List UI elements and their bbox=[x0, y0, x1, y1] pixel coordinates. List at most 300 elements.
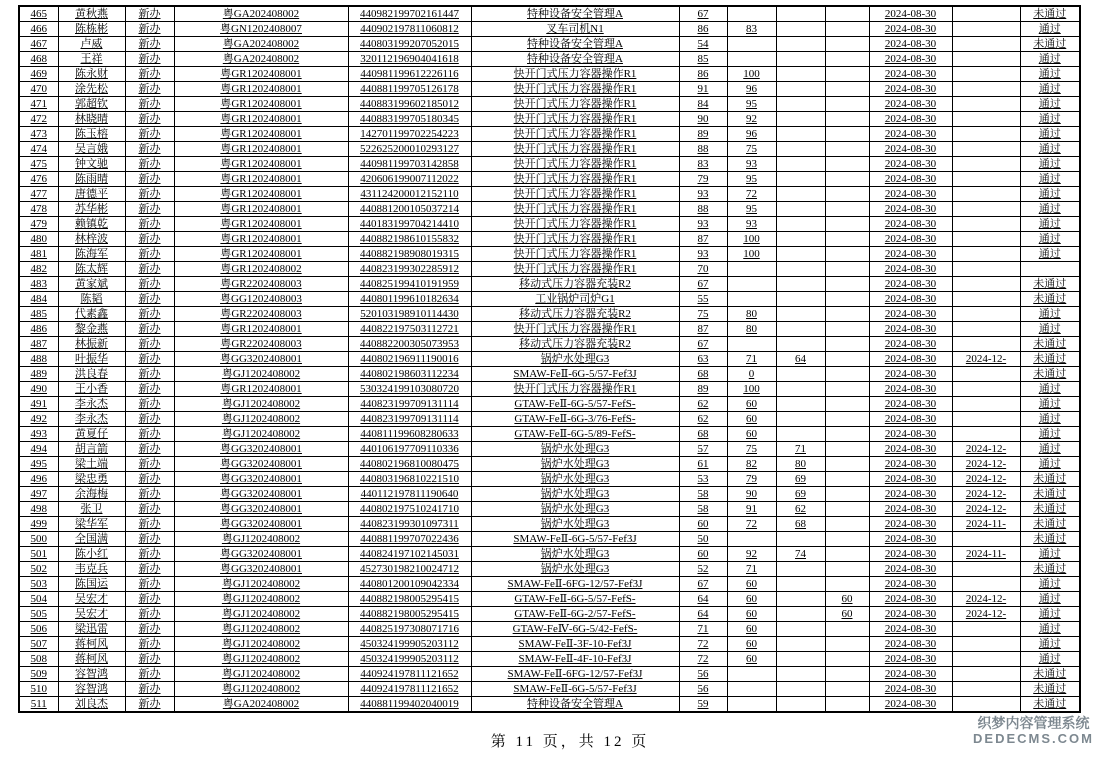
table-row bbox=[19, 502, 1080, 517]
cell-score4 bbox=[825, 142, 869, 157]
cell-exam_date: 2024-08-30 bbox=[869, 562, 952, 577]
cell-score3 bbox=[776, 112, 825, 127]
cell-score3 bbox=[776, 67, 825, 82]
cell-seq: 502 bbox=[19, 562, 58, 577]
cell-cert_code: 粤GR1202408001 bbox=[174, 187, 348, 202]
cell-cert_code: 粤GG3202408001 bbox=[174, 457, 348, 472]
cell-retest_date bbox=[952, 622, 1020, 637]
table-row bbox=[19, 622, 1080, 637]
cell-result: 通过 bbox=[1020, 652, 1080, 667]
cell-score2 bbox=[727, 667, 776, 682]
cell-score1: 60 bbox=[679, 517, 727, 532]
cell-exam_date: 2024-08-30 bbox=[869, 397, 952, 412]
cell-result: 未通过 bbox=[1020, 682, 1080, 697]
cell-subject: 特种设备安全管理A bbox=[471, 52, 679, 67]
cell-cert_code: 粤GR1202408002 bbox=[174, 262, 348, 277]
cell-retest_date bbox=[952, 637, 1020, 652]
cell-score4 bbox=[825, 67, 869, 82]
cell-result: 通过 bbox=[1020, 577, 1080, 592]
cell-name: 陈小红 bbox=[58, 547, 125, 562]
cell-seq: 472 bbox=[19, 112, 58, 127]
cell-id_number: 320112196904041618 bbox=[348, 52, 471, 67]
cell-score3: 80 bbox=[776, 457, 825, 472]
cell-cert_code: 粤GG3202408001 bbox=[174, 517, 348, 532]
cell-subject: 特种设备安全管理A bbox=[471, 697, 679, 713]
cell-subject: GTAW-FeⅡ-6G-5/89-FefS- bbox=[471, 427, 679, 442]
watermark-text-en: DEDECMS.COM bbox=[973, 731, 1094, 746]
cell-result: 通过 bbox=[1020, 142, 1080, 157]
cell-result: 通过 bbox=[1020, 217, 1080, 232]
cell-cert_code: 粤GR1202408001 bbox=[174, 247, 348, 262]
cell-score3 bbox=[776, 247, 825, 262]
cell-retest_date: 2024-12- bbox=[952, 442, 1020, 457]
cell-id_number: 440981199612226116 bbox=[348, 67, 471, 82]
table-row bbox=[19, 157, 1080, 172]
cell-apply_type: 新办 bbox=[125, 697, 174, 713]
cell-score1: 59 bbox=[679, 697, 727, 713]
cell-score4 bbox=[825, 37, 869, 52]
table-row bbox=[19, 217, 1080, 232]
cell-id_number: 440882198610155832 bbox=[348, 232, 471, 247]
cell-result: 未通过 bbox=[1020, 37, 1080, 52]
cell-apply_type: 新办 bbox=[125, 457, 174, 472]
cell-seq: 503 bbox=[19, 577, 58, 592]
cell-exam_date: 2024-08-30 bbox=[869, 52, 952, 67]
cell-score3 bbox=[776, 277, 825, 292]
exam-results-table bbox=[18, 5, 1081, 713]
cell-score2: 80 bbox=[727, 307, 776, 322]
cell-apply_type: 新办 bbox=[125, 187, 174, 202]
cell-name: 黄家斌 bbox=[58, 277, 125, 292]
cell-id_number: 530324199103080720 bbox=[348, 382, 471, 397]
cell-exam_date: 2024-08-30 bbox=[869, 532, 952, 547]
cell-score4: 60 bbox=[825, 592, 869, 607]
cell-cert_code: 粤GR1202408001 bbox=[174, 382, 348, 397]
cell-subject: 移动式压力容器充装R2 bbox=[471, 307, 679, 322]
cell-name: 涂先松 bbox=[58, 82, 125, 97]
cell-id_number: 440825199410191959 bbox=[348, 277, 471, 292]
cell-apply_type: 新办 bbox=[125, 517, 174, 532]
cell-name: 陈雨晴 bbox=[58, 172, 125, 187]
cell-id_number: 440882198005295415 bbox=[348, 592, 471, 607]
cell-exam_date: 2024-08-30 bbox=[869, 682, 952, 697]
cell-score2: 92 bbox=[727, 112, 776, 127]
cell-cert_code: 粤GR1202408001 bbox=[174, 142, 348, 157]
cell-score1: 87 bbox=[679, 232, 727, 247]
table-row bbox=[19, 427, 1080, 442]
cell-score2: 93 bbox=[727, 157, 776, 172]
cell-retest_date bbox=[952, 6, 1020, 22]
cell-retest_date bbox=[952, 307, 1020, 322]
cell-score3: 69 bbox=[776, 472, 825, 487]
cell-exam_date: 2024-08-30 bbox=[869, 172, 952, 187]
cell-cert_code: 粤GR1202408001 bbox=[174, 82, 348, 97]
cell-apply_type: 新办 bbox=[125, 427, 174, 442]
cell-exam_date: 2024-08-30 bbox=[869, 202, 952, 217]
cell-exam_date: 2024-08-30 bbox=[869, 367, 952, 382]
cell-exam_date: 2024-08-30 bbox=[869, 442, 952, 457]
cell-subject: SMAW-FeⅡ-6G-5/57-Fef3J bbox=[471, 682, 679, 697]
cell-apply_type: 新办 bbox=[125, 112, 174, 127]
cell-score4 bbox=[825, 217, 869, 232]
cell-score1: 84 bbox=[679, 97, 727, 112]
cell-retest_date: 2024-11- bbox=[952, 517, 1020, 532]
cell-subject: 锅炉水处理G3 bbox=[471, 502, 679, 517]
cell-id_number: 440811199608280633 bbox=[348, 427, 471, 442]
cell-score2: 95 bbox=[727, 172, 776, 187]
cell-score2: 83 bbox=[727, 22, 776, 37]
cell-score4 bbox=[825, 472, 869, 487]
cell-apply_type: 新办 bbox=[125, 172, 174, 187]
cell-seq: 494 bbox=[19, 442, 58, 457]
cell-name: 唐德平 bbox=[58, 187, 125, 202]
cell-score4 bbox=[825, 532, 869, 547]
cell-retest_date bbox=[952, 112, 1020, 127]
cell-exam_date: 2024-08-30 bbox=[869, 667, 952, 682]
cell-cert_code: 粤GA202408002 bbox=[174, 697, 348, 713]
cell-name: 全国满 bbox=[58, 532, 125, 547]
cell-cert_code: 粤GR1202408001 bbox=[174, 67, 348, 82]
cell-seq: 479 bbox=[19, 217, 58, 232]
cell-score1: 53 bbox=[679, 472, 727, 487]
cell-score3 bbox=[776, 52, 825, 67]
cell-score4 bbox=[825, 127, 869, 142]
cell-cert_code: 粤GJ1202408002 bbox=[174, 367, 348, 382]
cell-score1: 50 bbox=[679, 532, 727, 547]
cell-seq: 506 bbox=[19, 622, 58, 637]
cell-cert_code: 粤GR1202408001 bbox=[174, 157, 348, 172]
cell-apply_type: 新办 bbox=[125, 592, 174, 607]
cell-id_number: 440881199705126178 bbox=[348, 82, 471, 97]
cell-result: 未通过 bbox=[1020, 292, 1080, 307]
table-row bbox=[19, 667, 1080, 682]
cell-result: 通过 bbox=[1020, 592, 1080, 607]
cell-result: 通过 bbox=[1020, 442, 1080, 457]
cell-cert_code: 粤GR1202408001 bbox=[174, 112, 348, 127]
table-row bbox=[19, 352, 1080, 367]
cell-score2: 80 bbox=[727, 322, 776, 337]
cell-score4 bbox=[825, 232, 869, 247]
cell-score3 bbox=[776, 322, 825, 337]
cell-score3 bbox=[776, 217, 825, 232]
cell-score2: 100 bbox=[727, 67, 776, 82]
cell-score2: 60 bbox=[727, 607, 776, 622]
cell-name: 王小香 bbox=[58, 382, 125, 397]
cell-name: 卢威 bbox=[58, 37, 125, 52]
cell-id_number: 431124200012152110 bbox=[348, 187, 471, 202]
cell-result bbox=[1020, 262, 1080, 277]
cell-apply_type: 新办 bbox=[125, 307, 174, 322]
cell-subject: 快开门式压力容器操作R1 bbox=[471, 322, 679, 337]
cell-subject: 快开门式压力容器操作R1 bbox=[471, 82, 679, 97]
cell-retest_date bbox=[952, 382, 1020, 397]
cell-retest_date bbox=[952, 682, 1020, 697]
cell-subject: SMAW-FeⅡ-4F-10-Fef3J bbox=[471, 652, 679, 667]
cell-score2: 60 bbox=[727, 637, 776, 652]
cell-retest_date: 2024-12- bbox=[952, 352, 1020, 367]
cell-result: 通过 bbox=[1020, 412, 1080, 427]
cell-score2: 96 bbox=[727, 82, 776, 97]
cell-cert_code: 粤GJ1202408002 bbox=[174, 427, 348, 442]
cell-score3 bbox=[776, 37, 825, 52]
cell-score3 bbox=[776, 577, 825, 592]
cell-apply_type: 新办 bbox=[125, 352, 174, 367]
cell-name: 王祥 bbox=[58, 52, 125, 67]
cell-seq: 511 bbox=[19, 697, 58, 713]
cell-cert_code: 粤GJ1202408002 bbox=[174, 577, 348, 592]
cell-result: 通过 bbox=[1020, 127, 1080, 142]
cell-seq: 471 bbox=[19, 97, 58, 112]
cell-exam_date: 2024-08-30 bbox=[869, 337, 952, 352]
cell-result: 未通过 bbox=[1020, 472, 1080, 487]
cell-subject: SMAW-FeⅡ-6FG-12/57-Fef3J bbox=[471, 577, 679, 592]
cell-apply_type: 新办 bbox=[125, 397, 174, 412]
cell-id_number: 520103198910114430 bbox=[348, 307, 471, 322]
cell-score1: 87 bbox=[679, 322, 727, 337]
cell-exam_date: 2024-08-30 bbox=[869, 22, 952, 37]
cell-cert_code: 粤GG3202408001 bbox=[174, 487, 348, 502]
table-row bbox=[19, 37, 1080, 52]
cell-apply_type: 新办 bbox=[125, 532, 174, 547]
cell-score2 bbox=[727, 6, 776, 22]
cell-subject: 特种设备安全管理A bbox=[471, 6, 679, 22]
cell-result: 未通过 bbox=[1020, 487, 1080, 502]
cell-score3 bbox=[776, 6, 825, 22]
cell-id_number: 440183199704214410 bbox=[348, 217, 471, 232]
cell-subject: SMAW-FeⅡ-6G-5/57-Fef3J bbox=[471, 532, 679, 547]
table-row bbox=[19, 127, 1080, 142]
cell-name: 李永杰 bbox=[58, 397, 125, 412]
cell-score1: 93 bbox=[679, 247, 727, 262]
cell-apply_type: 新办 bbox=[125, 22, 174, 37]
cell-apply_type: 新办 bbox=[125, 337, 174, 352]
cell-name: 李永杰 bbox=[58, 412, 125, 427]
cell-retest_date bbox=[952, 697, 1020, 713]
cell-retest_date: 2024-12- bbox=[952, 502, 1020, 517]
cell-retest_date bbox=[952, 187, 1020, 202]
cell-score1: 90 bbox=[679, 112, 727, 127]
cell-score1: 62 bbox=[679, 412, 727, 427]
cell-id_number: 452730198210024712 bbox=[348, 562, 471, 577]
cell-score3: 68 bbox=[776, 517, 825, 532]
cell-retest_date bbox=[952, 337, 1020, 352]
cell-cert_code: 粤GJ1202408002 bbox=[174, 397, 348, 412]
cell-result: 通过 bbox=[1020, 547, 1080, 562]
cell-id_number: 440823199301097311 bbox=[348, 517, 471, 532]
cell-retest_date bbox=[952, 397, 1020, 412]
cell-score4 bbox=[825, 427, 869, 442]
cell-name: 林梓波 bbox=[58, 232, 125, 247]
cell-cert_code: 粤GJ1202408002 bbox=[174, 592, 348, 607]
cell-id_number: 440802198603112234 bbox=[348, 367, 471, 382]
cell-retest_date bbox=[952, 37, 1020, 52]
cell-score2: 60 bbox=[727, 577, 776, 592]
cell-seq: 500 bbox=[19, 532, 58, 547]
cell-score1: 55 bbox=[679, 292, 727, 307]
table-row bbox=[19, 697, 1080, 713]
cell-seq: 466 bbox=[19, 22, 58, 37]
cell-retest_date bbox=[952, 127, 1020, 142]
cell-id_number: 440823199302285912 bbox=[348, 262, 471, 277]
cell-retest_date bbox=[952, 367, 1020, 382]
cell-result: 通过 bbox=[1020, 397, 1080, 412]
cell-score1: 58 bbox=[679, 487, 727, 502]
cell-score1: 72 bbox=[679, 652, 727, 667]
cell-exam_date: 2024-08-30 bbox=[869, 247, 952, 262]
cell-retest_date bbox=[952, 667, 1020, 682]
table-row bbox=[19, 142, 1080, 157]
cell-cert_code: 粤GR1202408001 bbox=[174, 172, 348, 187]
cell-subject: 快开门式压力容器操作R1 bbox=[471, 247, 679, 262]
page-number: 第 11 页，共 12 页 bbox=[490, 734, 650, 750]
cell-subject: 锅炉水处理G3 bbox=[471, 517, 679, 532]
cell-id_number: 450324199905203112 bbox=[348, 652, 471, 667]
cell-exam_date: 2024-08-30 bbox=[869, 82, 952, 97]
cell-retest_date: 2024-12- bbox=[952, 472, 1020, 487]
cell-seq: 470 bbox=[19, 82, 58, 97]
cell-name: 陈韬 bbox=[58, 292, 125, 307]
cell-score3 bbox=[776, 337, 825, 352]
cell-subject: 特种设备安全管理A bbox=[471, 37, 679, 52]
cell-retest_date bbox=[952, 232, 1020, 247]
cell-score3 bbox=[776, 172, 825, 187]
cell-apply_type: 新办 bbox=[125, 652, 174, 667]
cell-result: 未通过 bbox=[1020, 517, 1080, 532]
cell-subject: 快开门式压力容器操作R1 bbox=[471, 157, 679, 172]
cell-score2: 79 bbox=[727, 472, 776, 487]
cell-result: 通过 bbox=[1020, 67, 1080, 82]
cell-score2: 91 bbox=[727, 502, 776, 517]
table-row bbox=[19, 397, 1080, 412]
cell-name: 张卫 bbox=[58, 502, 125, 517]
cell-seq: 476 bbox=[19, 172, 58, 187]
cell-score4 bbox=[825, 277, 869, 292]
cell-seq: 469 bbox=[19, 67, 58, 82]
cell-score1: 75 bbox=[679, 307, 727, 322]
cell-result: 通过 bbox=[1020, 307, 1080, 322]
cell-retest_date: 2024-12- bbox=[952, 592, 1020, 607]
cell-score4 bbox=[825, 337, 869, 352]
cell-seq: 498 bbox=[19, 502, 58, 517]
cell-result: 通过 bbox=[1020, 427, 1080, 442]
cell-name: 林晓晴 bbox=[58, 112, 125, 127]
cell-score1: 52 bbox=[679, 562, 727, 577]
cell-id_number: 440881199402040019 bbox=[348, 697, 471, 713]
cell-apply_type: 新办 bbox=[125, 292, 174, 307]
cell-id_number: 420606199007112022 bbox=[348, 172, 471, 187]
cell-score4 bbox=[825, 97, 869, 112]
cell-seq: 468 bbox=[19, 52, 58, 67]
cell-exam_date: 2024-08-30 bbox=[869, 577, 952, 592]
cell-score1: 68 bbox=[679, 367, 727, 382]
cell-subject: SMAW-FeⅡ-6G-5/57-Fef3J bbox=[471, 367, 679, 382]
cell-score2: 95 bbox=[727, 97, 776, 112]
cell-seq: 481 bbox=[19, 247, 58, 262]
cell-id_number: 440882198005295415 bbox=[348, 607, 471, 622]
cell-name: 郭超钦 bbox=[58, 97, 125, 112]
cell-apply_type: 新办 bbox=[125, 262, 174, 277]
cell-score1: 57 bbox=[679, 442, 727, 457]
table-row bbox=[19, 577, 1080, 592]
cell-subject: 锅炉水处理G3 bbox=[471, 442, 679, 457]
cell-exam_date: 2024-08-30 bbox=[869, 277, 952, 292]
cell-score4 bbox=[825, 442, 869, 457]
cell-score4 bbox=[825, 247, 869, 262]
cell-score2 bbox=[727, 337, 776, 352]
cell-name: 代素鑫 bbox=[58, 307, 125, 322]
cell-subject: GTAW-FeⅣ-6G-5/42-FefS- bbox=[471, 622, 679, 637]
cell-score3 bbox=[776, 157, 825, 172]
dedecms-watermark bbox=[973, 716, 1094, 746]
cell-subject: 移动式压力容器充装R2 bbox=[471, 337, 679, 352]
cell-seq: 480 bbox=[19, 232, 58, 247]
cell-retest_date bbox=[952, 652, 1020, 667]
cell-apply_type: 新办 bbox=[125, 667, 174, 682]
cell-score2: 60 bbox=[727, 622, 776, 637]
cell-seq: 492 bbox=[19, 412, 58, 427]
table-row bbox=[19, 247, 1080, 262]
cell-score1: 91 bbox=[679, 82, 727, 97]
cell-score4 bbox=[825, 6, 869, 22]
cell-score4 bbox=[825, 637, 869, 652]
cell-score3 bbox=[776, 142, 825, 157]
cell-score4 bbox=[825, 517, 869, 532]
cell-apply_type: 新办 bbox=[125, 67, 174, 82]
cell-seq: 499 bbox=[19, 517, 58, 532]
table-row bbox=[19, 547, 1080, 562]
cell-exam_date: 2024-08-30 bbox=[869, 697, 952, 713]
cell-cert_code: 粤GG3202408001 bbox=[174, 562, 348, 577]
table-row bbox=[19, 52, 1080, 67]
cell-score4 bbox=[825, 157, 869, 172]
cell-result: 通过 bbox=[1020, 187, 1080, 202]
cell-score2: 100 bbox=[727, 247, 776, 262]
cell-retest_date bbox=[952, 52, 1020, 67]
cell-subject: GTAW-FeⅡ-6G-5/57-FefS- bbox=[471, 397, 679, 412]
cell-subject: 快开门式压力容器操作R1 bbox=[471, 127, 679, 142]
cell-seq: 484 bbox=[19, 292, 58, 307]
cell-result: 通过 bbox=[1020, 457, 1080, 472]
cell-subject: 快开门式压力容器操作R1 bbox=[471, 187, 679, 202]
cell-name: 梁迅雷 bbox=[58, 622, 125, 637]
cell-score4 bbox=[825, 697, 869, 713]
cell-name: 叶振华 bbox=[58, 352, 125, 367]
cell-result: 通过 bbox=[1020, 82, 1080, 97]
table-row bbox=[19, 562, 1080, 577]
cell-apply_type: 新办 bbox=[125, 322, 174, 337]
cell-score3 bbox=[776, 412, 825, 427]
cell-retest_date bbox=[952, 427, 1020, 442]
table-row bbox=[19, 112, 1080, 127]
cell-score3 bbox=[776, 397, 825, 412]
cell-retest_date bbox=[952, 412, 1020, 427]
cell-result: 未通过 bbox=[1020, 532, 1080, 547]
cell-id_number: 142701199702254223 bbox=[348, 127, 471, 142]
table-row bbox=[19, 277, 1080, 292]
cell-subject: 快开门式压力容器操作R1 bbox=[471, 202, 679, 217]
cell-exam_date: 2024-08-30 bbox=[869, 652, 952, 667]
cell-seq: 478 bbox=[19, 202, 58, 217]
cell-retest_date bbox=[952, 247, 1020, 262]
cell-exam_date: 2024-08-30 bbox=[869, 502, 952, 517]
cell-score2: 72 bbox=[727, 517, 776, 532]
cell-exam_date: 2024-08-30 bbox=[869, 472, 952, 487]
cell-score2: 60 bbox=[727, 592, 776, 607]
cell-score2 bbox=[727, 277, 776, 292]
cell-retest_date: 2024-12- bbox=[952, 607, 1020, 622]
cell-result: 通过 bbox=[1020, 202, 1080, 217]
cell-seq: 507 bbox=[19, 637, 58, 652]
